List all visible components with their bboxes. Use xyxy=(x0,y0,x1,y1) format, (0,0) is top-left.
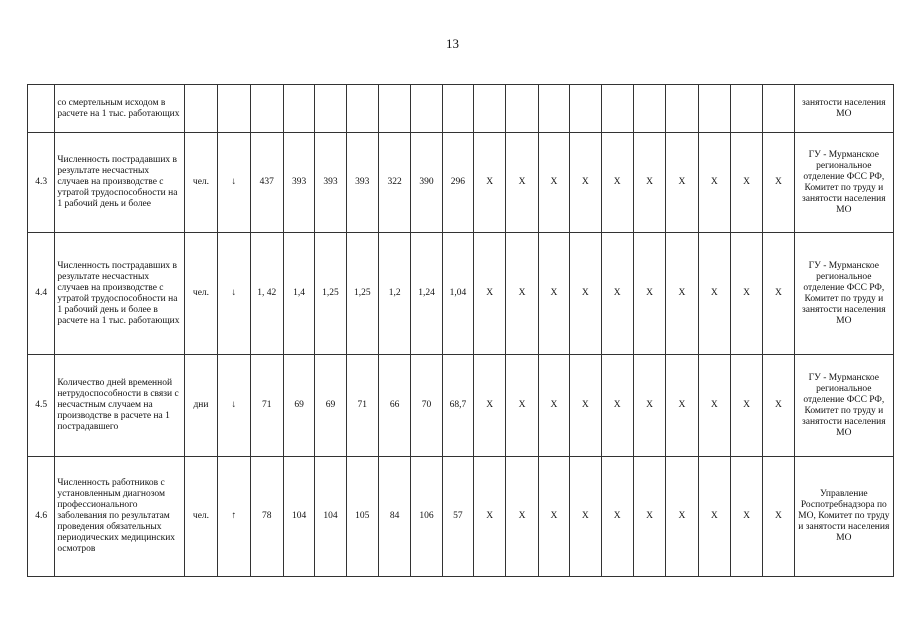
trend-arrow-icon: ↑ xyxy=(218,457,250,577)
x-mark-cell: X xyxy=(730,233,762,355)
value-cell: 1,25 xyxy=(346,233,378,355)
table-row xyxy=(28,457,894,577)
source-cell: ГУ - Мурманское региональное отделение ФСС РФ, Комитет по труду и занятости населения МО xyxy=(794,355,893,457)
x-mark-cell: X xyxy=(474,355,506,457)
x-mark-cell: X xyxy=(570,355,601,457)
indicator-number: 4.3 xyxy=(28,133,55,233)
value-cell: 71 xyxy=(250,355,283,457)
x-mark-cell: X xyxy=(570,457,601,577)
value-cell: 1,2 xyxy=(378,233,410,355)
value-cell: 393 xyxy=(315,133,346,233)
source-cell: ГУ - Мурманское региональное отделение ФСС РФ, Комитет по труду и занятости населения МО xyxy=(794,233,893,355)
value-cell: 84 xyxy=(378,457,410,577)
x-mark-cell: X xyxy=(506,133,538,233)
table-row xyxy=(28,233,894,355)
indicator-name: Численность пострадавших в результате несчастных случаев на производстве с утратой трудоспособности на 1 рабочий день и более xyxy=(55,133,184,233)
table-row xyxy=(28,133,894,233)
x-mark-cell: X xyxy=(538,133,569,233)
table-row xyxy=(28,355,894,457)
x-mark-cell: X xyxy=(666,233,698,355)
value-cell: 69 xyxy=(283,355,314,457)
table-row-continuation xyxy=(28,85,894,133)
value-cell: 1,25 xyxy=(315,233,346,355)
indicator-number: 4.5 xyxy=(28,355,55,457)
value-cell: 106 xyxy=(411,457,442,577)
x-mark-cell: X xyxy=(601,457,633,577)
x-mark-cell: X xyxy=(633,355,665,457)
value-cell: 322 xyxy=(378,133,410,233)
value-cell: 437 xyxy=(250,133,283,233)
value-cell: 390 xyxy=(411,133,442,233)
x-mark-cell: X xyxy=(474,457,506,577)
value-cell: 104 xyxy=(283,457,314,577)
x-mark-cell: X xyxy=(538,355,569,457)
x-mark-cell: X xyxy=(730,355,762,457)
x-mark-cell: X xyxy=(698,457,730,577)
source-cell: занятости населения МО xyxy=(794,85,893,133)
x-mark-cell: X xyxy=(506,457,538,577)
x-mark-cell: X xyxy=(474,233,506,355)
x-mark-cell: X xyxy=(601,133,633,233)
indicators-table xyxy=(27,84,894,577)
x-mark-cell: X xyxy=(730,457,762,577)
trend-arrow-icon: ↓ xyxy=(218,233,250,355)
indicator-name: Численность пострадавших в результате несчастных случаев на производстве с утратой трудоспособности на 1 рабочий день и более в расчете на 1 тыс. работающих xyxy=(55,233,184,355)
value-cell: 71 xyxy=(346,355,378,457)
x-mark-cell: X xyxy=(538,233,569,355)
x-mark-cell: X xyxy=(633,133,665,233)
x-mark-cell: X xyxy=(698,233,730,355)
value-cell: 57 xyxy=(442,457,473,577)
value-cell: 78 xyxy=(250,457,283,577)
x-mark-cell: X xyxy=(666,457,698,577)
value-cell: 66 xyxy=(378,355,410,457)
unit-cell: чел. xyxy=(184,233,217,355)
value-cell: 1,4 xyxy=(283,233,314,355)
indicator-name: со смертельным исходом в расчете на 1 тыс. работающих xyxy=(55,85,184,133)
x-mark-cell: X xyxy=(633,457,665,577)
indicator-name: Численность работников с установленным диагнозом профессионального заболевания по результатам проведения обязательных периодических медицинских осмотров xyxy=(55,457,184,577)
x-mark-cell: X xyxy=(698,355,730,457)
value-cell: 393 xyxy=(346,133,378,233)
value-cell: 296 xyxy=(442,133,473,233)
page-number: 13 xyxy=(446,36,459,51)
x-mark-cell: X xyxy=(730,133,762,233)
value-cell: 68,7 xyxy=(442,355,473,457)
x-mark-cell: X xyxy=(666,133,698,233)
x-mark-cell: X xyxy=(666,355,698,457)
value-cell: 105 xyxy=(346,457,378,577)
trend-arrow-icon: ↓ xyxy=(218,355,250,457)
unit-cell: дни xyxy=(184,355,217,457)
trend-arrow-icon: ↓ xyxy=(218,133,250,233)
source-cell: ГУ - Мурманское региональное отделение ФСС РФ, Комитет по труду и занятости населения МО xyxy=(794,133,893,233)
value-cell: 393 xyxy=(283,133,314,233)
source-cell: Управление Роспотребнадзора по МО, Комитет по труду и занятости населения МО xyxy=(794,457,893,577)
value-cell: 1,24 xyxy=(411,233,442,355)
value-cell: 1, 42 xyxy=(250,233,283,355)
indicator-number: 4.6 xyxy=(28,457,55,577)
value-cell: 70 xyxy=(411,355,442,457)
x-mark-cell: X xyxy=(763,355,794,457)
unit-cell: чел. xyxy=(184,457,217,577)
x-mark-cell: X xyxy=(474,133,506,233)
x-mark-cell: X xyxy=(506,233,538,355)
x-mark-cell: X xyxy=(633,233,665,355)
x-mark-cell: X xyxy=(601,233,633,355)
x-mark-cell: X xyxy=(570,133,601,233)
x-mark-cell: X xyxy=(763,133,794,233)
value-cell: 104 xyxy=(315,457,346,577)
indicator-number: 4.4 xyxy=(28,233,55,355)
value-cell: 1,04 xyxy=(442,233,473,355)
x-mark-cell: X xyxy=(601,355,633,457)
value-cell: 69 xyxy=(315,355,346,457)
indicator-name: Количество дней временной нетрудоспособности в связи с несчастным случаем на производстве в расчете на 1 пострадавшего xyxy=(55,355,184,457)
x-mark-cell: X xyxy=(763,457,794,577)
x-mark-cell: X xyxy=(570,233,601,355)
x-mark-cell: X xyxy=(698,133,730,233)
x-mark-cell: X xyxy=(506,355,538,457)
x-mark-cell: X xyxy=(538,457,569,577)
x-mark-cell: X xyxy=(763,233,794,355)
unit-cell: чел. xyxy=(184,133,217,233)
